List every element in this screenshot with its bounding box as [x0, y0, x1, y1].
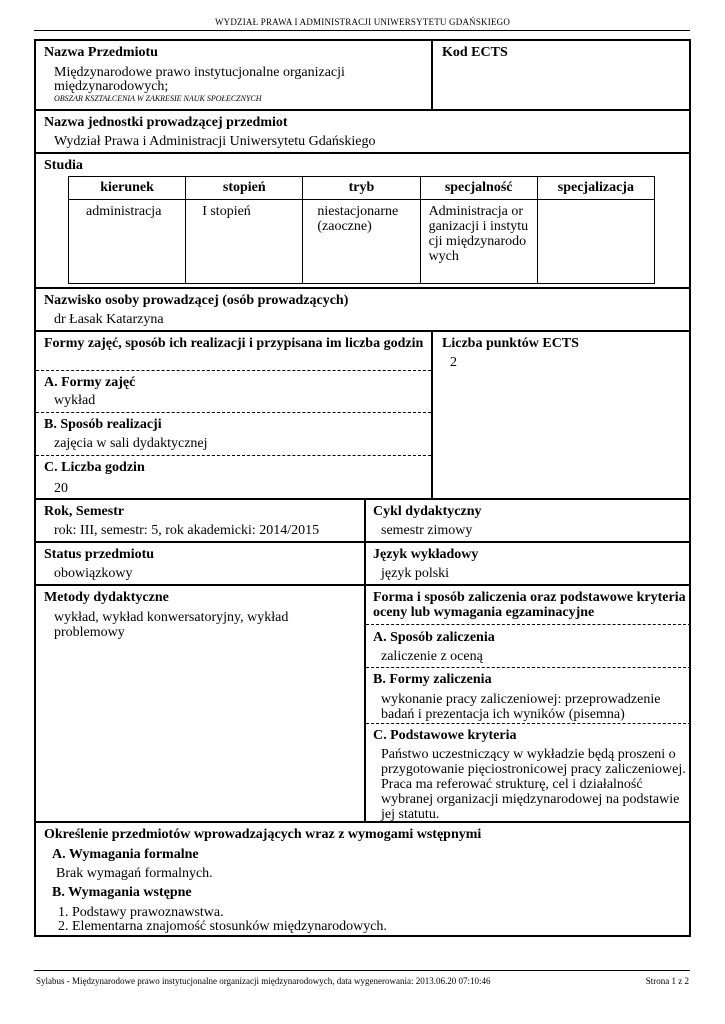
- forms-c-label: C. Liczba godzin: [44, 460, 145, 475]
- forms-b-label: B. Sposób realizacji: [44, 417, 162, 432]
- forms-b-value: zajęcia w sali dydaktycznej: [54, 436, 208, 451]
- assessment-label: Forma i sposób zaliczenia oraz podstawowe kryteria oceny lub wymagania egzaminacyjne: [373, 590, 686, 620]
- cell-specjalnosc: Administracja organizacji i instytucji międzynarodowych: [420, 200, 537, 284]
- language-value: język polski: [381, 566, 450, 581]
- prereq-label: Określenie przedmiotów wprowadzających wraz z wymogami wstępnymi: [44, 827, 482, 842]
- assessment-c-value: Państwo uczestniczący w wykładzie będą proszeni o przygotowanie pięciostronicowej pracy zaliczeniowej. Praca ma referować strukturę, cel i działalność wybranej organizacji międzynarodowej na podstawie jej statutu.: [381, 747, 686, 822]
- status-value: obowiązkowy: [54, 566, 133, 581]
- methods-label: Metody dydaktyczne: [44, 590, 169, 605]
- language-label: Język wykładowy: [373, 547, 479, 562]
- prereq-section: [34, 821, 691, 937]
- cell-stopien: I stopień: [186, 200, 303, 284]
- assessment-c-label: C. Podstawowe kryteria: [373, 728, 517, 743]
- prereq-b-item-2: 2. Elementarna znajomość stosunków międzynarodowych.: [58, 919, 387, 934]
- cell-tryb: niestacjonarne (zaoczne): [303, 200, 420, 284]
- year-label: Rok, Semestr: [44, 504, 125, 519]
- status-section: [34, 541, 691, 586]
- forms-section: [34, 330, 691, 500]
- assessment-a-value: zaliczenie z oceną: [381, 649, 483, 664]
- unit-section: [34, 109, 691, 154]
- forms-c-value: 20: [54, 481, 68, 496]
- year-value: rok: III, semestr: 5, rok akademicki: 2014/2015: [54, 523, 320, 538]
- ects-points-value: 2: [450, 355, 457, 370]
- prereq-b-label: B. Wymagania wstępne: [52, 885, 192, 900]
- cell-specjalizacja: [537, 200, 654, 284]
- forms-a-value: wykład: [54, 393, 96, 408]
- subject-label: Nazwa Przedmiotu: [44, 45, 158, 60]
- studies-label: Studia: [44, 158, 83, 173]
- unit-label: Nazwa jednostki prowadzącej przedmiot: [44, 115, 288, 130]
- year-section: [34, 498, 691, 543]
- subject-area: OBSZAR KSZTAŁCENIA W ZAKRESIE NAUK SPOŁECZNYCH: [54, 94, 262, 103]
- col-tryb: tryb: [303, 177, 420, 200]
- cycle-value: semestr zimowy: [381, 523, 473, 538]
- col-specjalizacja: specjalizacja: [537, 177, 654, 200]
- forms-a-label: A. Formy zajęć: [44, 375, 136, 390]
- methods-section: [34, 584, 691, 823]
- methods-value: wykład, wykład konwersatoryjny, wykład problemowy: [54, 610, 289, 640]
- forms-label: Formy zajęć, sposób ich realizacji i przypisana im liczba godzin: [44, 336, 424, 351]
- footer-divider: [34, 970, 690, 971]
- lecturer-label: Nazwisko osoby prowadzącej (osób prowadzących): [44, 293, 349, 308]
- page-header: WYDZIAŁ PRAWA I ADMINISTRACJI UNIWERSYTETU GDAŃSKIEGO: [214, 17, 511, 27]
- assessment-b-label: B. Formy zaliczenia: [373, 672, 492, 687]
- assessment-b-value: wykonanie pracy zaliczeniowej: przeprowadzenie badań i prezentacja ich wyników (pisemna): [381, 692, 661, 722]
- header-divider: [34, 30, 690, 31]
- ects-points-label: Liczba punktów ECTS: [442, 336, 579, 351]
- status-label: Status przedmiotu: [44, 547, 155, 562]
- col-specjalnosc: specjalność: [420, 177, 537, 200]
- assessment-a-label: A. Sposób zaliczenia: [373, 630, 495, 645]
- footer-left: Sylabus - Międzynarodowe prawo instytucjonalne organizacji międzynarodowych, data wygenerowania: 2013.06.20 07:10:46: [36, 976, 491, 986]
- subject-section: [34, 39, 691, 111]
- subject-name-line1: Międzynarodowe prawo instytucjonalne organizacji: [54, 65, 345, 80]
- prereq-b-item-1: 1. Podstawy prawoznawstwa.: [58, 905, 224, 920]
- cycle-label: Cykl dydaktyczny: [373, 504, 482, 519]
- studies-row: [69, 200, 655, 284]
- unit-value: Wydział Prawa i Administracji Uniwersytetu Gdańskiego: [54, 134, 376, 149]
- studies-header-row: [69, 177, 655, 200]
- prereq-a-value: Brak wymagań formalnych.: [56, 866, 213, 881]
- col-stopien: stopień: [186, 177, 303, 200]
- studies-table: [68, 176, 655, 284]
- prereq-a-label: A. Wymagania formalne: [52, 847, 199, 862]
- cell-kierunek: administracja: [69, 200, 186, 284]
- footer-page-number: Strona 1 z 2: [645, 976, 689, 986]
- subject-name-line2: międzynarodowych;: [54, 79, 169, 94]
- lecturer-value: dr Łasak Katarzyna: [54, 312, 164, 327]
- ects-code-label: Kod ECTS: [442, 45, 508, 60]
- col-kierunek: kierunek: [69, 177, 186, 200]
- lecturer-section: [34, 287, 691, 332]
